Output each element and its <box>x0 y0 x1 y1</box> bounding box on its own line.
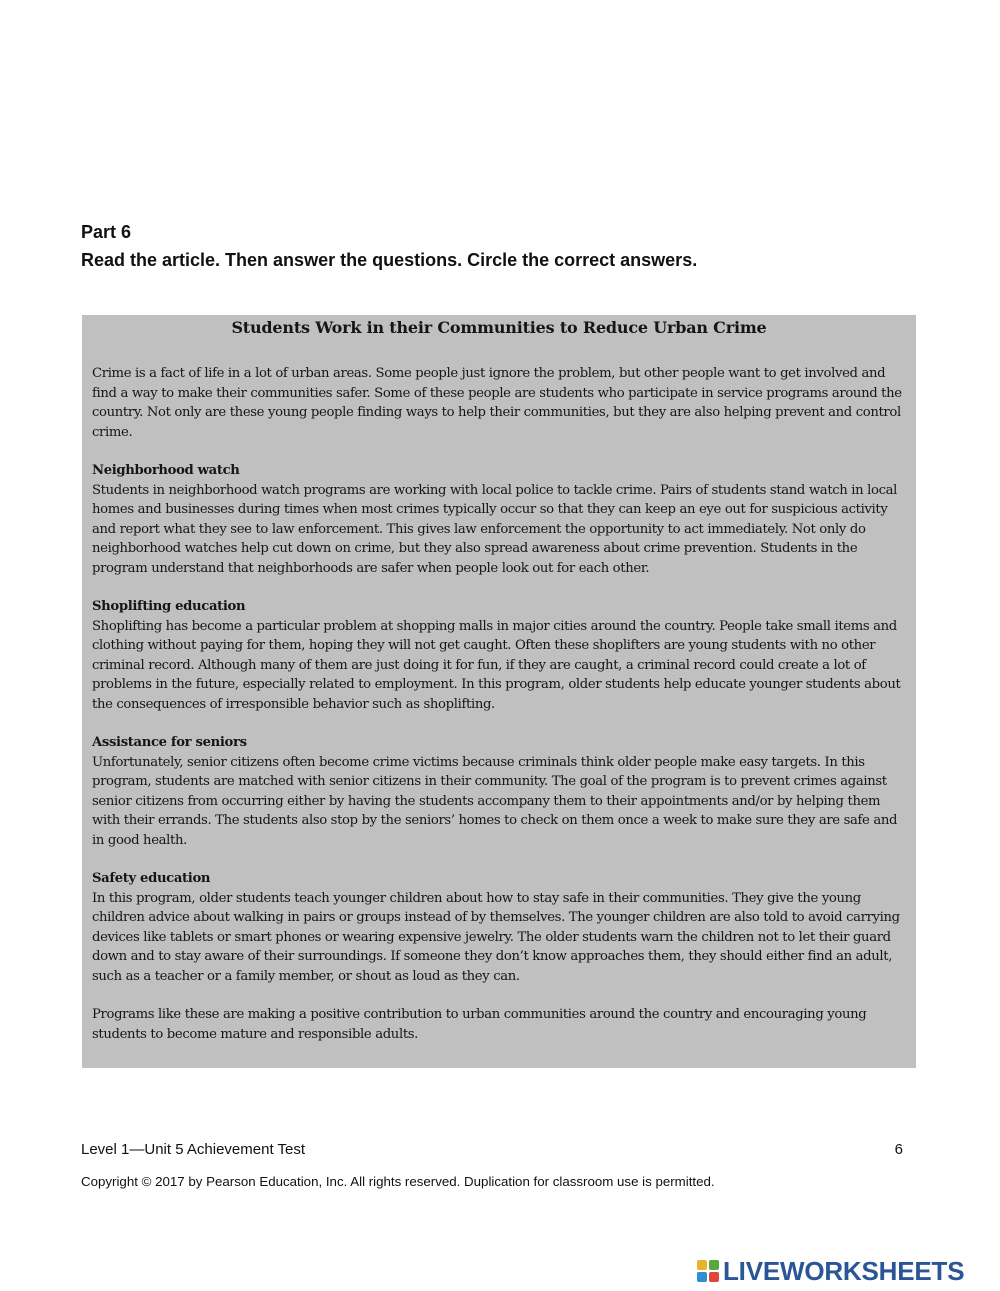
section-assistance-for-seniors <box>92 733 906 850</box>
logo-text: LIVEWORKSHEETS <box>723 1255 965 1286</box>
section-shoplifting-education <box>92 597 906 714</box>
section-heading: Assistance for seniors <box>92 735 247 750</box>
article-title: Students Work in their Communities to Reduce Urban Crime <box>231 318 767 337</box>
instructions: Read the article. Then answer the questions. Circle the correct answers. <box>81 250 698 270</box>
section-heading: Neighborhood watch <box>92 463 240 478</box>
copyright-notice: Copyright © 2017 by Pearson Education, Inc. All rights reserved. Duplication for classroom use is permitted. <box>81 1174 715 1189</box>
article-closing: Programs like these are making a positive contribution to urban communities around the country and encouraging young students to become mature and responsible adults. <box>92 1007 867 1042</box>
section-body: Students in neighborhood watch programs are working with local police to tackle crime. Pairs of students stand watch in local homes and businesses during times when most crimes typically occur so that they can keep an eye out for suspicious activity and report what they see to law enforcement. This gives law enforcement the opportunity to act immediately. Not only do neighborhood watches help cut down on crime, but they also spread awareness about crime prevention. Students in the program understand that neighborhoods are safer when people look out for each other. <box>92 482 898 576</box>
section-body: Shoplifting has become a particular problem at shopping malls in major cities around the country. People take small items and clothing without paying for them, hoping they will not get caught. Often these shoplifters are young students with no other criminal record. Although many of them are just doing it for fun, if they are caught, a criminal record could create a lot of problems in the future, especially related to employment. In this program, older students help educate younger students about the consequences of irresponsible behavior such as shoplifting. <box>92 618 901 712</box>
article-box <box>82 315 916 1068</box>
footer-page-number: 6 <box>894 1141 903 1158</box>
section-neighborhood-watch <box>92 461 906 578</box>
liveworksheets-logo <box>697 1255 964 1287</box>
liveworksheets-logo-icon <box>697 1260 719 1282</box>
section-heading: Safety education <box>92 871 211 886</box>
part-title: Part 6 <box>81 222 132 242</box>
section-safety-education <box>92 869 906 986</box>
section-heading: Shoplifting education <box>92 599 246 614</box>
section-body: Unfortunately, senior citizens often become crime victims because criminals think older people make easy targets. In this program, students are matched with senior citizens in their community. The goal of the program is to prevent crimes against senior citizens from occurring either by having the students accompany them to their appointments and/or by helping them with their errands. The students also stop by the seniors’ homes to check on them once a week to make sure they are safe and in good health. <box>92 754 898 848</box>
logo-square-2 <box>709 1260 719 1270</box>
section-body: In this program, older students teach younger children about how to stay safe in their communities. They give the young children advice about walking in pairs or groups instead of by themselves. The younger children are also told to avoid carrying devices like tablets or smart phones or wearing expensive jewelry. The older students warn the children not to let their guard down and to stay aware of their surroundings. If someone they don’t know approaches them, they should either find an adult, such as a teacher or a family member, or shout as loud as they can. <box>92 890 900 984</box>
article-intro: Crime is a fact of life in a lot of urban areas. Some people just ignore the problem, but other people want to get involved and find a way to make their communities safer. Some of these people are students who participate in service programs around the country. Not only are these young people finding ways to help their communities, but they are also helping prevent and control crime. <box>92 366 902 440</box>
logo-square-4 <box>709 1272 719 1282</box>
footer-test-name: Level 1—Unit 5 Achievement Test <box>81 1141 306 1158</box>
logo-square-3 <box>697 1272 707 1282</box>
logo-square-1 <box>697 1260 707 1270</box>
